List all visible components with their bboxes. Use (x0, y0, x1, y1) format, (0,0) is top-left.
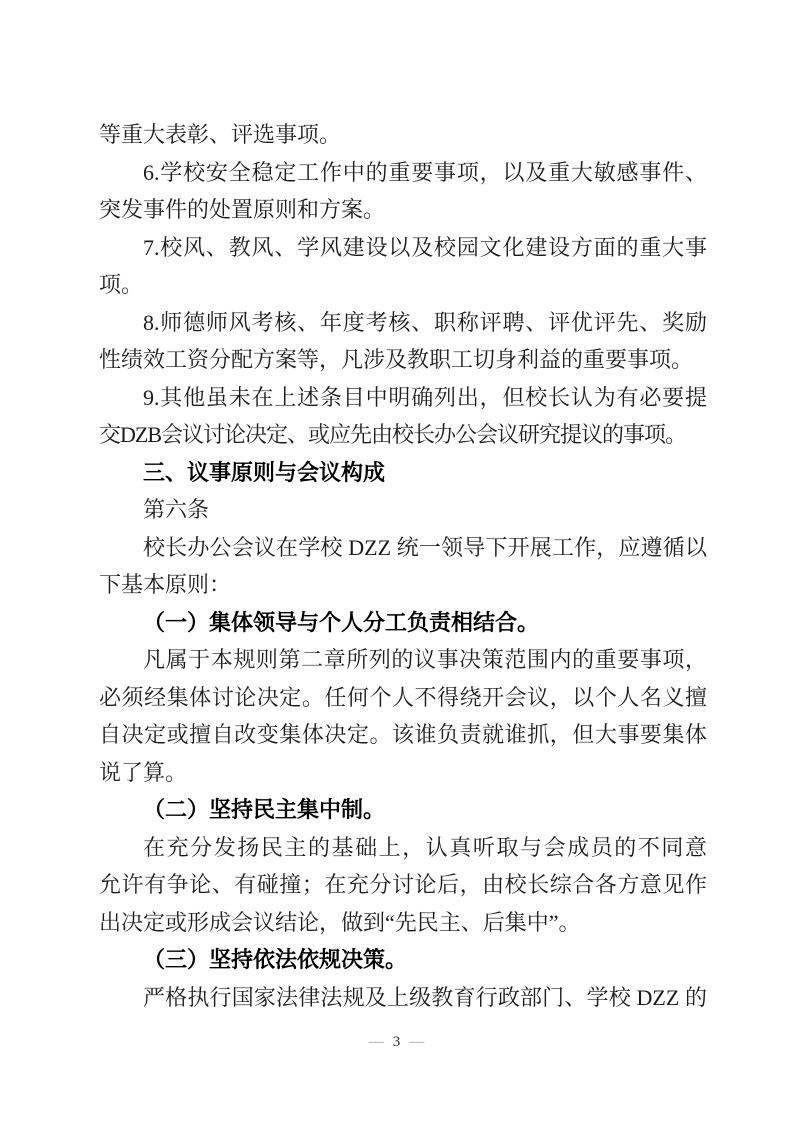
page-footer (0, 1033, 793, 1051)
text-line: 出决定或形成会议结论，做到“先民主、后集中”。 (99, 909, 581, 935)
footer-right-dash: — (409, 1034, 425, 1050)
heading-line: （一）集体领导与个人分工负责相结合。 (143, 609, 540, 635)
text-line: 性绩效工资分配方案等，凡涉及教职工切身利益的重要事项。 (99, 347, 694, 372)
text-line: 必须经集体讨论决定。任何个人不得绕开会议，以个人名义擅 (99, 684, 707, 710)
text-line: 交DZB会议讨论决定、或应先由校长办公会议研究提议的事项。 (99, 422, 687, 447)
text-line: 第六条 (143, 497, 210, 522)
text-line: 8.师德师风考核、年度考核、职称评聘、评优评先、奖励 (143, 309, 707, 335)
text-line: 自决定或擅自改变集体决定。该谁负责就谁抓，但大事要集体 (99, 722, 707, 747)
text-line: 项。 (99, 272, 144, 297)
heading-line: 三、议事原则与会议构成 (143, 459, 386, 485)
text-line: 说了算。 (99, 759, 188, 785)
text-line: 6.学校安全稳定工作中的重要事项，以及重大敏感事件、 (143, 159, 707, 185)
text-line: 在充分发扬民主的基础上，认真听取与会成员的不同意 (143, 834, 707, 860)
text-line: 校长办公会议在学校 DZZ 统一领导下开展工作，应遵循以 (143, 534, 707, 560)
text-line: 凡属于本规则第二章所列的议事决策范围内的重要事项， (143, 647, 707, 672)
text-line: 7.校风、教风、学风建设以及校园文化建设方面的重大事 (143, 234, 707, 260)
heading-line: （三）坚持依法依规决策。 (143, 947, 408, 972)
heading-line: （二）坚持民主集中制。 (143, 797, 386, 822)
text-line: 允许有争论、有碰撞；在充分讨论后，由校长综合各方意见作 (99, 872, 707, 897)
text-line: 等重大表彰、评选事项。 (99, 122, 342, 147)
text-line: 严格执行国家法律法规及上级教育行政部门、学校 DZZ 的 (143, 984, 707, 1010)
footer-left-dash: — (368, 1034, 384, 1050)
text-line: 突发事件的处置原则和方案。 (99, 197, 386, 222)
text-line: 9.其他虽未在上述条目中明确列出，但校长认为有必要提 (143, 384, 707, 410)
document-body (99, 116, 707, 1016)
page-number: 3 (392, 1034, 401, 1050)
text-line: 下基本原则： (99, 572, 232, 597)
